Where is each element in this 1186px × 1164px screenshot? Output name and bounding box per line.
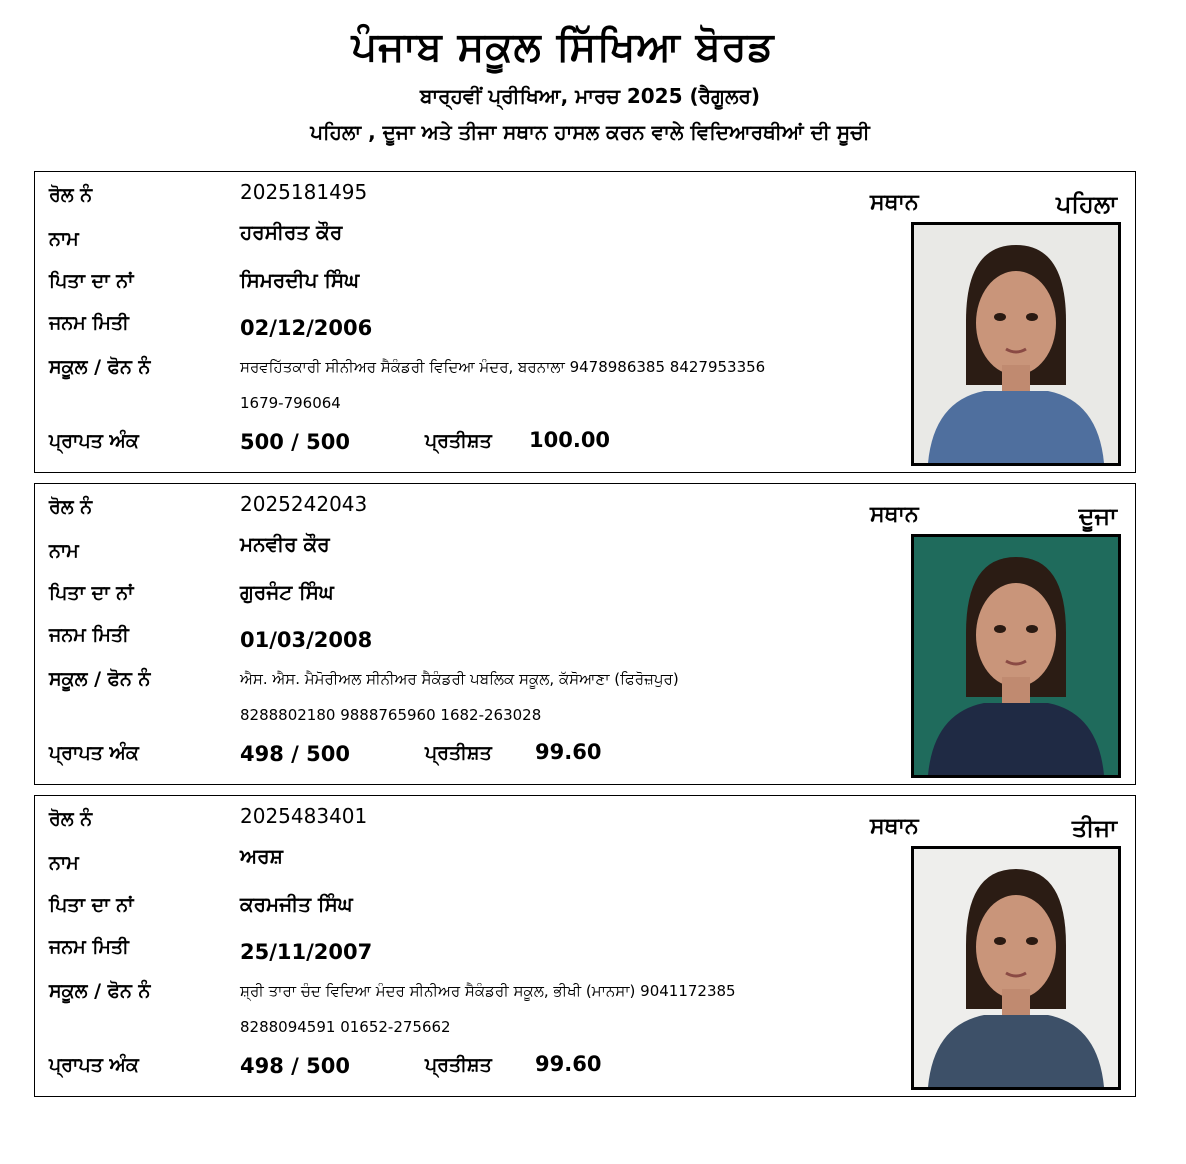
- dob-value: 01/03/2008: [240, 628, 373, 652]
- name-value: ਹਰਸੀਰਤ ਕੌਰ: [240, 220, 343, 244]
- roll-label: ਰੋਲ ਨੰ: [49, 184, 93, 206]
- percent-value: 99.60: [535, 740, 602, 764]
- percent-label: ਪ੍ਰਤੀਸ਼ਤ: [425, 742, 492, 764]
- percent-value: 100.00: [529, 428, 611, 452]
- name-label: ਨਾਮ: [49, 852, 79, 874]
- student-card-2: [34, 483, 1136, 785]
- father-value: ਗੁਰਜੰਟ ਸਿੰਘ: [240, 580, 334, 604]
- dob-label: ਜਨਮ ਮਿਤੀ: [49, 936, 129, 958]
- phone-value: 1679-796064: [240, 394, 341, 412]
- marks-value: 498 / 500: [240, 742, 350, 766]
- position-label: ਸਥਾਨ: [870, 502, 919, 527]
- phone-value: 8288802180 9888765960 1682-263028: [240, 706, 542, 724]
- marks-label: ਪ੍ਰਾਪਤ ਅੰਕ: [49, 1054, 139, 1076]
- father-value: ਸਿਮਰਦੀਪ ਸਿੰਘ: [240, 268, 360, 292]
- position-value: ਦੂਜਾ: [1078, 502, 1117, 530]
- student-card-1: [34, 171, 1136, 473]
- marks-value: 498 / 500: [240, 1054, 350, 1078]
- percent-label: ਪ੍ਰਤੀਸ਼ਤ: [425, 1054, 492, 1076]
- dob-value: 02/12/2006: [240, 316, 373, 340]
- position-label: ਸਥਾਨ: [870, 814, 919, 839]
- roll-label: ਰੋਲ ਨੰ: [49, 808, 93, 830]
- position-label: ਸਥਾਨ: [870, 190, 919, 215]
- school-label: ਸਕੂਲ / ਫੋਨ ਨੰ: [49, 356, 151, 378]
- marks-value: 500 / 500: [240, 430, 350, 454]
- roll-value: 2025242043: [240, 492, 368, 516]
- name-label: ਨਾਮ: [49, 228, 79, 250]
- student-photo: [911, 534, 1121, 778]
- position-value: ਤੀਜਾ: [1071, 814, 1117, 842]
- school-label: ਸਕੂਲ / ਫੋਨ ਨੰ: [49, 668, 151, 690]
- percent-label: ਪ੍ਰਤੀਸ਼ਤ: [425, 430, 492, 452]
- roll-label: ਰੋਲ ਨੰ: [49, 496, 93, 518]
- percent-value: 99.60: [535, 1052, 602, 1076]
- student-photo: [911, 846, 1121, 1090]
- father-label: ਪਿਤਾ ਦਾ ਨਾਂ: [49, 270, 134, 292]
- dob-label: ਜਨਮ ਮਿਤੀ: [49, 624, 129, 646]
- father-label: ਪਿਤਾ ਦਾ ਨਾਂ: [49, 582, 134, 604]
- page-title: ਪੰਜਾਬ ਸਕੂਲ ਸਿੱਖਿਆ ਬੋਰਡ: [351, 24, 775, 70]
- exam-subtitle: ਬਾਰ੍ਹਵੀਂ ਪ੍ਰੀਖਿਆ, ਮਾਰਚ 2025 (ਰੈਗੂਲਰ): [419, 84, 760, 108]
- school-value: ਸਰਵਹਿੱਤਕਾਰੀ ਸੀਨੀਅਰ ਸੈਕੰਡਰੀ ਵਿਦਿਆ ਮੰਦਰ, ਬਰਨਾਲਾ 9478986385 8427953356: [240, 358, 766, 376]
- roll-value: 2025181495: [240, 180, 368, 204]
- dob-value: 25/11/2007: [240, 940, 373, 964]
- student-card-3: [34, 795, 1136, 1097]
- phone-value: 8288094591 01652-275662: [240, 1018, 451, 1036]
- position-value: ਪਹਿਲਾ: [1055, 190, 1117, 218]
- dob-label: ਜਨਮ ਮਿਤੀ: [49, 312, 129, 334]
- student-photo: [911, 222, 1121, 466]
- list-subtitle: ਪਹਿਲਾ , ਦੂਜਾ ਅਤੇ ਤੀਜਾ ਸਥਾਨ ਹਾਸਲ ਕਰਨ ਵਾਲੇ ਵਿਦਿਆਰਥੀਆਂ ਦੀ ਸੂਚੀ: [310, 120, 870, 144]
- name-value: ਮਨਵੀਰ ਕੌਰ: [240, 532, 330, 556]
- father-value: ਕਰਮਜੀਤ ਸਿੰਘ: [240, 892, 353, 916]
- marks-label: ਪ੍ਰਾਪਤ ਅੰਕ: [49, 430, 139, 452]
- marks-label: ਪ੍ਰਾਪਤ ਅੰਕ: [49, 742, 139, 764]
- school-value: ਐਸ. ਐਸ. ਮੈਮੋਰੀਅਲ ਸੀਨੀਅਰ ਸੈਕੰਡਰੀ ਪਬਲਿਕ ਸਕੂਲ, ਕੱਸੋਆਣਾ (ਫਿਰੋਜ਼ਪੁਰ): [240, 670, 679, 688]
- roll-value: 2025483401: [240, 804, 368, 828]
- father-label: ਪਿਤਾ ਦਾ ਨਾਂ: [49, 894, 134, 916]
- name-label: ਨਾਮ: [49, 540, 79, 562]
- school-value: ਸ਼੍ਰੀ ਤਾਰਾ ਚੰਦ ਵਿਦਿਆ ਮੰਦਰ ਸੀਨੀਅਰ ਸੈਕੰਡਰੀ ਸਕੂਲ, ਭੀਖੀ (ਮਾਨਸਾ) 9041172385: [240, 982, 736, 1000]
- school-label: ਸਕੂਲ / ਫੋਨ ਨੰ: [49, 980, 151, 1002]
- name-value: ਅਰਸ਼: [240, 844, 283, 868]
